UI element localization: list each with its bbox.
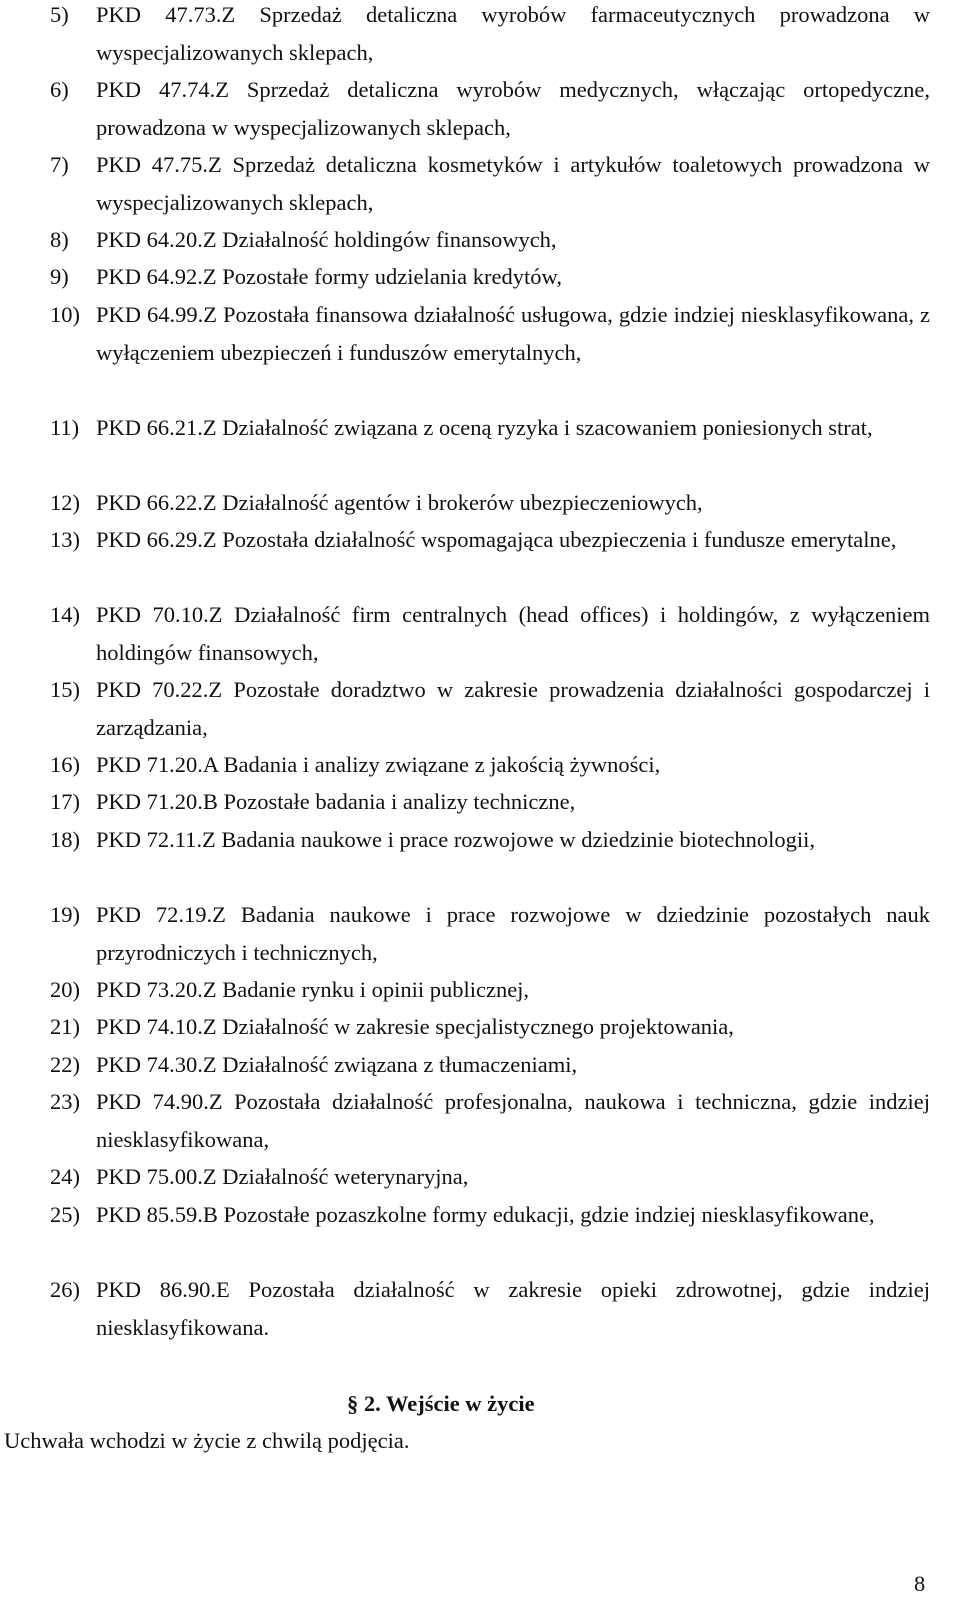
list-item-number: 21) xyxy=(50,1014,80,1039)
list-item-text: PKD 74.30.Z Działalność związana z tłumaczeniami, xyxy=(96,1052,578,1077)
list-item-number: 17) xyxy=(50,789,80,814)
list-item-text: PKD 64.20.Z Działalność holdingów finansowych, xyxy=(96,227,557,252)
resolution-text: Uchwała wchodzi w życie z chwilą podjęcia. xyxy=(4,1428,410,1453)
list-item-text: PKD 66.29.Z Pozostała działalność wspomagająca ubezpieczenia i fundusze emerytalne, xyxy=(96,527,897,552)
list-item-text: PKD 64.92.Z Pozostałe formy udzielania kredytów, xyxy=(96,264,562,289)
list-item-number: 24) xyxy=(50,1164,80,1189)
list-item-number: 11) xyxy=(50,415,80,440)
list-item-text: PKD 72.19.Z Badania naukowe i prace rozwojowe w dziedzinie pozostałych nauk przyrodniczych i technicznych, xyxy=(96,902,930,965)
list-item-number: 16) xyxy=(50,752,80,777)
list-item-number: 8) xyxy=(50,227,69,252)
list-item-number: 14) xyxy=(50,602,80,627)
list-item-text: PKD 75.00.Z Działalność weterynaryjna, xyxy=(96,1164,469,1189)
list-item-number: 15) xyxy=(50,677,80,702)
list-item-text: PKD 47.75.Z Sprzedaż detaliczna kosmetyków i artykułów toaletowych prowadzona w wyspecjalizowanych sklepach, xyxy=(96,152,930,215)
section-heading: § 2. Wejście w życie xyxy=(347,1391,535,1416)
list-item-number: 23) xyxy=(50,1089,80,1114)
list-item-number: 6) xyxy=(50,77,69,102)
list-item-text: PKD 70.10.Z Działalność firm centralnych (head offices) i holdingów, z wyłączeniem holdingów finansowych, xyxy=(96,602,930,665)
list-item-number: 20) xyxy=(50,977,80,1002)
list-item-text: PKD 72.11.Z Badania naukowe i prace rozwojowe w dziedzinie biotechnologii, xyxy=(96,827,815,852)
list-item-number: 7) xyxy=(50,152,69,177)
list-item-number: 10) xyxy=(50,302,80,327)
list-item-number: 5) xyxy=(50,2,69,27)
list-item-text: PKD 85.59.B Pozostałe pozaszkolne formy edukacji, gdzie indziej niesklasyfikowane, xyxy=(96,1202,875,1227)
list-item-text: PKD 73.20.Z Badanie rynku i opinii publicznej, xyxy=(96,977,530,1002)
list-item-text: PKD 74.90.Z Pozostała działalność profesjonalna, naukowa i techniczna, gdzie indziej niesklasyfikowana, xyxy=(96,1089,930,1152)
list-item-text: PKD 71.20.A Badania i analizy związane z jakością żywności, xyxy=(96,752,661,777)
list-item-number: 18) xyxy=(50,827,80,852)
list-item-text: PKD 66.22.Z Działalność agentów i brokerów ubezpieczeniowych, xyxy=(96,490,703,515)
list-item-text: PKD 70.22.Z Pozostałe doradztwo w zakresie prowadzenia działalności gospodarczej i zarządzania, xyxy=(96,677,930,740)
list-item-number: 19) xyxy=(50,902,80,927)
list-item-number: 12) xyxy=(50,490,80,515)
page-number: 8 xyxy=(914,1571,926,1596)
list-item-text: PKD 47.74.Z Sprzedaż detaliczna wyrobów medycznych, włączając ortopedyczne, prowadzona w wyspecjalizowanych sklepach, xyxy=(96,77,930,140)
list-item-text: PKD 86.90.E Pozostała działalność w zakresie opieki zdrowotnej, gdzie indziej niesklasyfikowana. xyxy=(96,1277,930,1340)
list-item-number: 13) xyxy=(50,527,80,552)
list-item-number: 22) xyxy=(50,1052,80,1077)
list-item-text: PKD 71.20.B Pozostałe badania i analizy techniczne, xyxy=(96,789,576,814)
list-item-number: 9) xyxy=(50,264,69,289)
list-item-text: PKD 66.21.Z Działalność związana z oceną ryzyka i szacowaniem poniesionych strat, xyxy=(96,415,873,440)
list-item-text: PKD 64.99.Z Pozostała finansowa działalność usługowa, gdzie indziej niesklasyfikowana, z wyłączeniem ubezpieczeń i funduszów emerytalnych, xyxy=(96,302,930,365)
list-item-text: PKD 74.10.Z Działalność w zakresie specjalistycznego projektowania, xyxy=(96,1014,734,1039)
list-item-number: 26) xyxy=(50,1277,80,1302)
list-item-text: PKD 47.73.Z Sprzedaż detaliczna wyrobów farmaceutycznych prowadzona w wyspecjalizowanych sklepach, xyxy=(96,2,930,65)
list-item-number: 25) xyxy=(50,1202,80,1227)
